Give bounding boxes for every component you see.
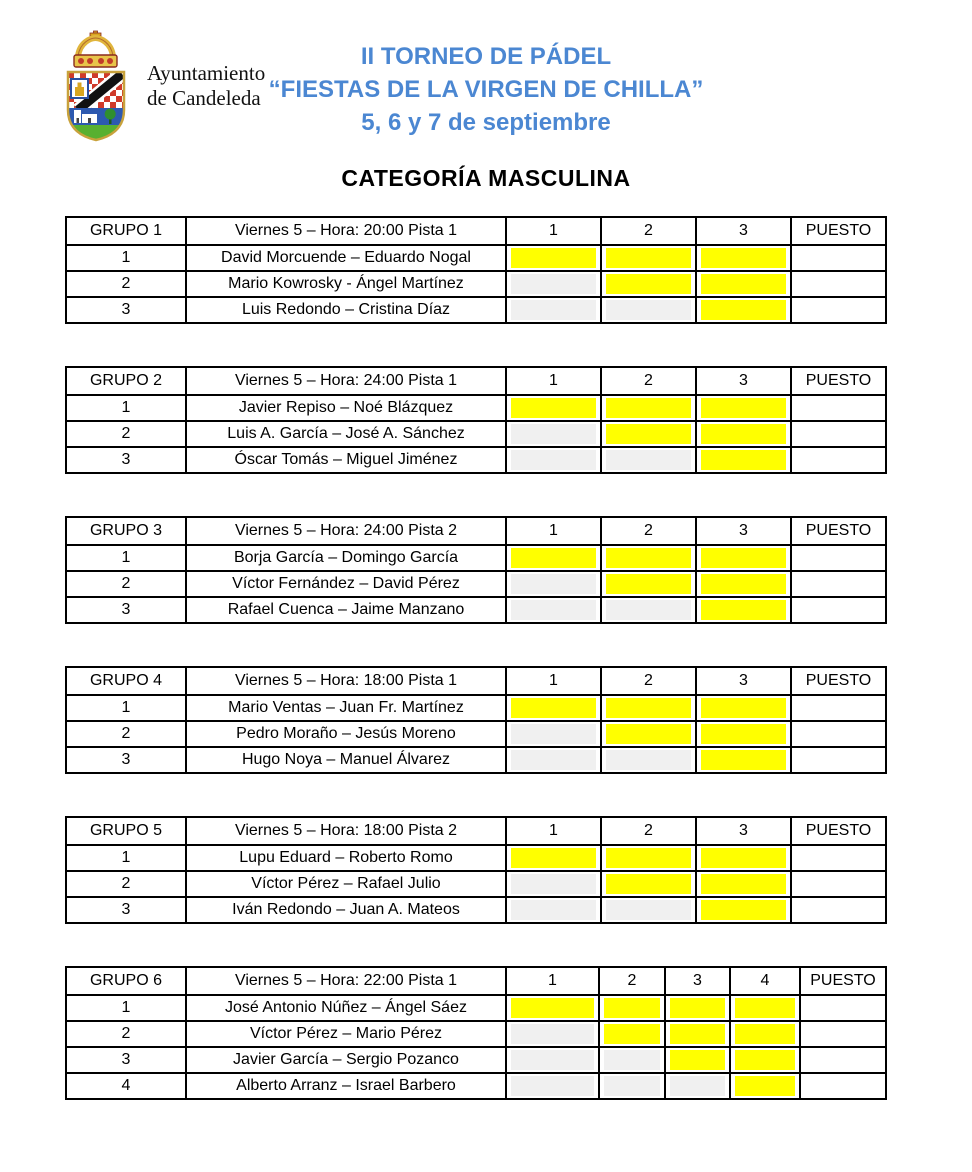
score-fill-gray xyxy=(511,300,596,320)
score-fill-gray xyxy=(604,1050,660,1070)
score-cell xyxy=(601,271,696,297)
player-pair: Víctor Pérez – Mario Pérez xyxy=(186,1021,506,1047)
score-cell xyxy=(601,297,696,323)
score-cell xyxy=(696,545,791,571)
municipality-name-line2: de Candeleda xyxy=(147,86,261,110)
tournament-dates: 5, 6 y 7 de septiembre xyxy=(361,109,611,136)
puesto-cell xyxy=(800,1021,886,1047)
score-cell xyxy=(601,845,696,871)
score-cell xyxy=(601,245,696,271)
score-fill-yellow xyxy=(511,398,596,418)
score-fill-yellow xyxy=(701,398,786,418)
player-row xyxy=(66,597,886,623)
score-fill-gray xyxy=(511,1076,594,1096)
score-cell xyxy=(696,421,791,447)
score-fill-yellow xyxy=(701,274,786,294)
player-row xyxy=(66,695,886,721)
group-schedule: Viernes 5 – Hora: 18:00 Pista 1 xyxy=(186,667,506,695)
row-number: 3 xyxy=(66,597,186,623)
score-cell xyxy=(601,571,696,597)
score-column-header-1: 1 xyxy=(506,817,601,845)
player-row xyxy=(66,721,886,747)
score-cell xyxy=(599,1021,665,1047)
score-cell xyxy=(696,395,791,421)
score-cell xyxy=(665,1047,730,1073)
player-pair: Mario Ventas – Juan Fr. Martínez xyxy=(186,695,506,721)
player-row xyxy=(66,1073,886,1099)
score-fill-yellow xyxy=(606,848,691,868)
score-fill-yellow xyxy=(735,998,795,1018)
score-cell xyxy=(506,695,601,721)
player-row xyxy=(66,447,886,473)
score-fill-gray xyxy=(606,450,691,470)
score-column-header-3: 3 xyxy=(696,517,791,545)
score-cell xyxy=(696,245,791,271)
player-pair: Mario Kowrosky - Ángel Martínez xyxy=(186,271,506,297)
puesto-cell xyxy=(791,271,886,297)
group-name: GRUPO 5 xyxy=(66,817,186,845)
score-cell xyxy=(730,1047,800,1073)
player-row xyxy=(66,871,886,897)
puesto-cell xyxy=(791,897,886,923)
category-heading: CATEGORÍA MASCULINA xyxy=(341,165,631,191)
score-cell xyxy=(599,1073,665,1099)
player-pair: José Antonio Núñez – Ángel Sáez xyxy=(186,995,506,1021)
row-number: 1 xyxy=(66,695,186,721)
score-cell xyxy=(506,1021,599,1047)
player-row xyxy=(66,1047,886,1073)
group-header-row xyxy=(66,517,886,545)
score-fill-gray xyxy=(670,1076,725,1096)
group-table-1 xyxy=(65,216,887,324)
score-fill-gray xyxy=(604,1076,660,1096)
score-column-header-2: 2 xyxy=(599,967,665,995)
score-fill-yellow xyxy=(670,998,725,1018)
puesto-cell xyxy=(791,395,886,421)
player-pair: Luis Redondo – Cristina Díaz xyxy=(186,297,506,323)
player-pair: Alberto Arranz – Israel Barbero xyxy=(186,1073,506,1099)
player-row xyxy=(66,245,886,271)
score-fill-gray xyxy=(511,1024,594,1044)
player-pair: Víctor Fernández – David Pérez xyxy=(186,571,506,597)
score-cell xyxy=(601,721,696,747)
score-fill-gray xyxy=(511,450,596,470)
row-number: 3 xyxy=(66,747,186,773)
score-fill-yellow xyxy=(511,848,596,868)
score-cell xyxy=(696,845,791,871)
row-number: 2 xyxy=(66,721,186,747)
score-column-header-2: 2 xyxy=(601,217,696,245)
score-cell xyxy=(506,897,601,923)
score-cell xyxy=(696,747,791,773)
player-pair: Víctor Pérez – Rafael Julio xyxy=(186,871,506,897)
municipality-brand xyxy=(58,30,265,142)
puesto-cell xyxy=(800,1047,886,1073)
score-cell xyxy=(696,695,791,721)
player-pair: Iván Redondo – Juan A. Mateos xyxy=(186,897,506,923)
puesto-header: PUESTO xyxy=(800,967,886,995)
score-fill-yellow xyxy=(511,998,594,1018)
row-number: 2 xyxy=(66,421,186,447)
score-cell xyxy=(506,271,601,297)
score-fill-gray xyxy=(511,750,596,770)
score-fill-gray xyxy=(606,600,691,620)
puesto-cell xyxy=(791,571,886,597)
score-cell xyxy=(601,871,696,897)
group-name: GRUPO 4 xyxy=(66,667,186,695)
score-cell xyxy=(506,571,601,597)
group-schedule: Viernes 5 – Hora: 24:00 Pista 1 xyxy=(186,367,506,395)
puesto-cell xyxy=(791,845,886,871)
score-cell xyxy=(730,995,800,1021)
group-name: GRUPO 2 xyxy=(66,367,186,395)
score-cell xyxy=(601,545,696,571)
score-cell xyxy=(730,1073,800,1099)
player-pair: Pedro Moraño – Jesús Moreno xyxy=(186,721,506,747)
score-fill-yellow xyxy=(701,600,786,620)
score-fill-yellow xyxy=(701,750,786,770)
score-cell xyxy=(696,571,791,597)
score-fill-gray xyxy=(511,724,596,744)
group-header-row xyxy=(66,217,886,245)
score-fill-yellow xyxy=(606,274,691,294)
score-column-header-1: 1 xyxy=(506,217,601,245)
score-fill-yellow xyxy=(701,848,786,868)
row-number: 3 xyxy=(66,897,186,923)
row-number: 3 xyxy=(66,1047,186,1073)
score-fill-yellow xyxy=(604,998,660,1018)
group-header-row xyxy=(66,817,886,845)
score-column-header-1: 1 xyxy=(506,367,601,395)
row-number: 1 xyxy=(66,245,186,271)
score-fill-yellow xyxy=(606,574,691,594)
puesto-header: PUESTO xyxy=(791,217,886,245)
score-column-header-2: 2 xyxy=(601,667,696,695)
score-column-header-1: 1 xyxy=(506,667,601,695)
score-column-header-1: 1 xyxy=(506,517,601,545)
puesto-header: PUESTO xyxy=(791,817,886,845)
score-fill-yellow xyxy=(511,698,596,718)
group-table-3 xyxy=(65,516,887,624)
score-fill-yellow xyxy=(701,248,786,268)
score-fill-gray xyxy=(511,874,596,894)
score-column-header-2: 2 xyxy=(601,367,696,395)
row-number: 3 xyxy=(66,297,186,323)
puesto-cell xyxy=(791,421,886,447)
puesto-cell xyxy=(791,447,886,473)
group-schedule: Viernes 5 – Hora: 18:00 Pista 2 xyxy=(186,817,506,845)
row-number: 1 xyxy=(66,545,186,571)
row-number: 1 xyxy=(66,995,186,1021)
score-column-header-2: 2 xyxy=(601,817,696,845)
score-fill-yellow xyxy=(606,874,691,894)
score-cell xyxy=(601,447,696,473)
score-cell xyxy=(599,995,665,1021)
player-pair: Hugo Noya – Manuel Álvarez xyxy=(186,747,506,773)
player-pair: Javier Repiso – Noé Blázquez xyxy=(186,395,506,421)
score-column-header-1: 1 xyxy=(506,967,599,995)
row-number: 4 xyxy=(66,1073,186,1099)
score-cell xyxy=(506,395,601,421)
score-fill-yellow xyxy=(511,248,596,268)
player-pair: Óscar Tomás – Miguel Jiménez xyxy=(186,447,506,473)
score-fill-yellow xyxy=(670,1024,725,1044)
player-row xyxy=(66,271,886,297)
score-cell xyxy=(601,747,696,773)
score-cell xyxy=(601,597,696,623)
score-cell xyxy=(665,995,730,1021)
score-fill-yellow xyxy=(606,548,691,568)
puesto-cell xyxy=(791,747,886,773)
candeleda-coat-of-arms-icon xyxy=(58,30,134,142)
puesto-cell xyxy=(800,1073,886,1099)
score-cell xyxy=(506,721,601,747)
player-row xyxy=(66,845,886,871)
score-cell xyxy=(730,1021,800,1047)
score-fill-yellow xyxy=(701,424,786,444)
score-fill-yellow xyxy=(735,1050,795,1070)
player-row xyxy=(66,747,886,773)
score-cell xyxy=(601,695,696,721)
score-fill-yellow xyxy=(701,874,786,894)
score-column-header-3: 3 xyxy=(696,817,791,845)
score-cell xyxy=(506,421,601,447)
player-row xyxy=(66,395,886,421)
player-pair: Luis A. García – José A. Sánchez xyxy=(186,421,506,447)
score-cell xyxy=(696,721,791,747)
score-fill-yellow xyxy=(606,698,691,718)
group-schedule: Viernes 5 – Hora: 20:00 Pista 1 xyxy=(186,217,506,245)
puesto-cell xyxy=(791,721,886,747)
score-cell xyxy=(696,271,791,297)
score-fill-yellow xyxy=(735,1076,795,1096)
score-cell xyxy=(665,1021,730,1047)
score-cell xyxy=(665,1073,730,1099)
score-column-header-2: 2 xyxy=(601,517,696,545)
puesto-header: PUESTO xyxy=(791,667,886,695)
puesto-cell xyxy=(791,245,886,271)
score-fill-gray xyxy=(511,274,596,294)
score-fill-yellow xyxy=(735,1024,795,1044)
score-fill-yellow xyxy=(606,424,691,444)
group-header-row xyxy=(66,367,886,395)
group-table-2 xyxy=(65,366,887,474)
group-name: GRUPO 3 xyxy=(66,517,186,545)
score-fill-gray xyxy=(511,424,596,444)
tournament-subtitle: “FIESTAS DE LA VIRGEN DE CHILLA” xyxy=(268,76,704,103)
row-number: 2 xyxy=(66,871,186,897)
score-cell xyxy=(506,545,601,571)
score-cell xyxy=(696,447,791,473)
municipality-name xyxy=(147,61,265,111)
row-number: 3 xyxy=(66,447,186,473)
score-fill-yellow xyxy=(701,900,786,920)
score-fill-yellow xyxy=(606,724,691,744)
player-row xyxy=(66,297,886,323)
row-number: 2 xyxy=(66,271,186,297)
score-cell xyxy=(696,297,791,323)
score-cell xyxy=(696,597,791,623)
score-fill-yellow xyxy=(701,724,786,744)
player-row xyxy=(66,897,886,923)
score-cell xyxy=(506,245,601,271)
group-header-row xyxy=(66,667,886,695)
puesto-cell xyxy=(791,297,886,323)
score-fill-gray xyxy=(511,1050,594,1070)
group-table-6 xyxy=(65,966,887,1100)
score-fill-yellow xyxy=(701,574,786,594)
score-cell xyxy=(601,395,696,421)
score-fill-yellow xyxy=(604,1024,660,1044)
puesto-cell xyxy=(800,995,886,1021)
score-cell xyxy=(506,1073,599,1099)
row-number: 2 xyxy=(66,571,186,597)
score-fill-yellow xyxy=(606,248,691,268)
score-cell xyxy=(506,747,601,773)
score-fill-yellow xyxy=(701,698,786,718)
score-fill-yellow xyxy=(670,1050,725,1070)
crown-shape xyxy=(74,31,117,67)
row-number: 1 xyxy=(66,395,186,421)
player-pair: David Morcuende – Eduardo Nogal xyxy=(186,245,506,271)
group-table-5 xyxy=(65,816,887,924)
puesto-header: PUESTO xyxy=(791,517,886,545)
player-row xyxy=(66,571,886,597)
score-fill-yellow xyxy=(701,548,786,568)
score-fill-yellow xyxy=(701,450,786,470)
row-number: 2 xyxy=(66,1021,186,1047)
score-fill-gray xyxy=(511,574,596,594)
group-tables-container xyxy=(0,216,972,1100)
score-cell xyxy=(506,845,601,871)
player-row xyxy=(66,995,886,1021)
score-fill-yellow xyxy=(511,548,596,568)
score-cell xyxy=(506,597,601,623)
score-cell xyxy=(506,1047,599,1073)
score-fill-yellow xyxy=(701,300,786,320)
player-row xyxy=(66,421,886,447)
puesto-cell xyxy=(791,871,886,897)
score-fill-gray xyxy=(606,750,691,770)
group-header-row xyxy=(66,967,886,995)
player-pair: Lupu Eduard – Roberto Romo xyxy=(186,845,506,871)
score-cell xyxy=(599,1047,665,1073)
group-table-4 xyxy=(65,666,887,774)
score-fill-gray xyxy=(511,900,596,920)
group-schedule: Viernes 5 – Hora: 22:00 Pista 1 xyxy=(186,967,506,995)
tournament-title: II TORNEO DE PÁDEL xyxy=(360,43,612,70)
shield-shape xyxy=(68,72,124,142)
score-column-header-3: 3 xyxy=(665,967,730,995)
score-cell xyxy=(506,447,601,473)
row-number: 1 xyxy=(66,845,186,871)
group-name: GRUPO 6 xyxy=(66,967,186,995)
score-column-header-3: 3 xyxy=(696,667,791,695)
puesto-cell xyxy=(791,545,886,571)
score-cell xyxy=(601,421,696,447)
group-name: GRUPO 1 xyxy=(66,217,186,245)
puesto-cell xyxy=(791,597,886,623)
score-cell xyxy=(601,897,696,923)
score-cell xyxy=(696,871,791,897)
score-cell xyxy=(506,871,601,897)
score-fill-gray xyxy=(606,300,691,320)
score-fill-yellow xyxy=(606,398,691,418)
score-column-header-3: 3 xyxy=(696,367,791,395)
score-cell xyxy=(506,297,601,323)
score-cell xyxy=(696,897,791,923)
puesto-cell xyxy=(791,695,886,721)
score-column-header-3: 3 xyxy=(696,217,791,245)
score-fill-gray xyxy=(606,900,691,920)
group-schedule: Viernes 5 – Hora: 24:00 Pista 2 xyxy=(186,517,506,545)
player-pair: Rafael Cuenca – Jaime Manzano xyxy=(186,597,506,623)
score-column-header-4: 4 xyxy=(730,967,800,995)
player-pair: Javier García – Sergio Pozanco xyxy=(186,1047,506,1073)
score-fill-gray xyxy=(511,600,596,620)
municipality-name-line1: Ayuntamiento xyxy=(147,61,266,85)
score-cell xyxy=(506,995,599,1021)
player-row xyxy=(66,1021,886,1047)
player-row xyxy=(66,545,886,571)
puesto-header: PUESTO xyxy=(791,367,886,395)
player-pair: Borja García – Domingo García xyxy=(186,545,506,571)
